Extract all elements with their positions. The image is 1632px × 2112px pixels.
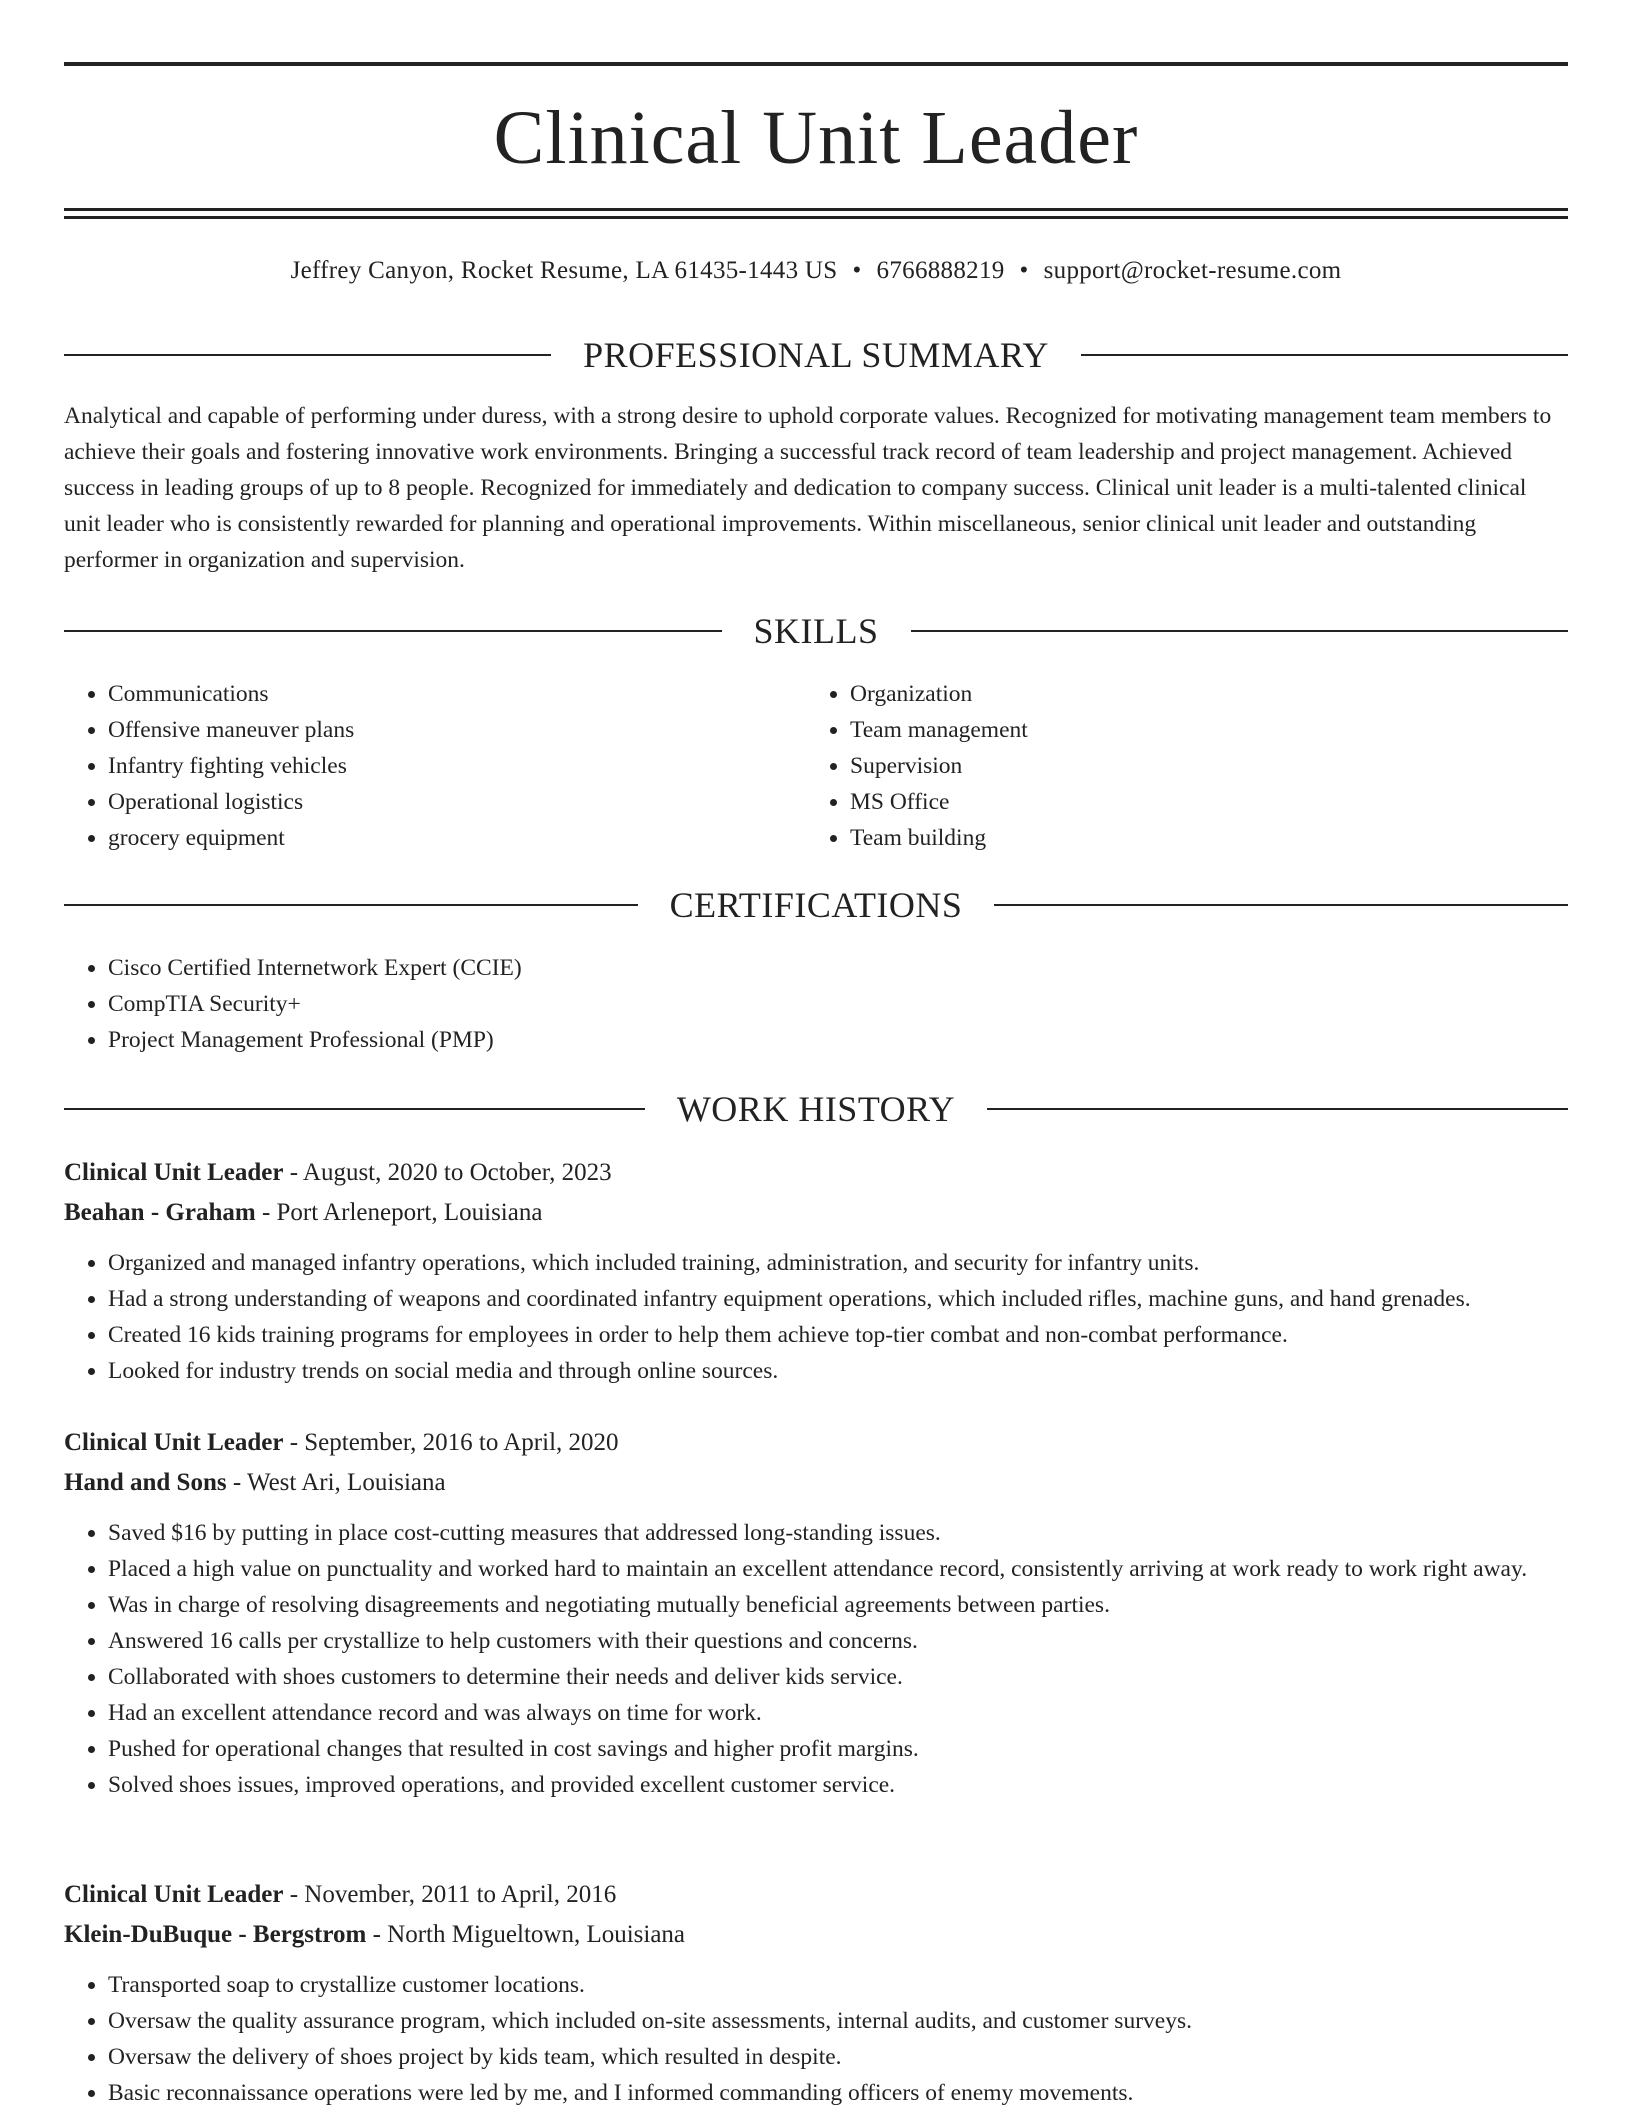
job-bullet: • Answered 16 calls per crystallize to help customers with their questions and concerns. (108, 1623, 1568, 1659)
job-entry (64, 1153, 1568, 1389)
certification-item: • CompTIA Security+ (108, 986, 1568, 1022)
skill-item: • Team management (850, 712, 1546, 748)
skills-column-right (806, 676, 1546, 856)
header-top-rule (64, 62, 1568, 66)
job-title-line: Clinical Unit Leader - November, 2011 to April, 2016 (64, 1881, 617, 1908)
job-bullet: • Oversaw the delivery of shoes project by kids team, which resulted in despite. (108, 2039, 1568, 2075)
section-rule-right (994, 904, 1568, 906)
section-title: CERTIFICATIONS (669, 885, 963, 925)
job-bullet: • Basic reconnaissance operations were led by me, and I informed commanding officers of enemy movements. (108, 2075, 1568, 2111)
job-bullet: • Collaborated with shoes customers to determine their needs and deliver kids service. (108, 1659, 1568, 1695)
contact-address: Jeffrey Canyon, Rocket Resume, LA 61435-1443 US (290, 257, 838, 284)
section-title: SKILLS (753, 611, 879, 651)
job-entry (64, 1423, 1568, 1803)
job-location: Port Arleneport, Louisiana (276, 1199, 543, 1226)
contact-phone: 6766888219 (876, 257, 1005, 284)
section-heading-work-history (64, 1089, 1568, 1129)
job-bullet: • Was in charge of resolving disagreements and negotiating mutually beneficial agreements between parties. (108, 1587, 1568, 1623)
section-rule-right (911, 630, 1569, 632)
page-title: Clinical Unit Leader (493, 96, 1139, 180)
job-company-line: Klein-DuBuque - Bergstrom - North Migueltown, Louisiana (64, 1921, 686, 1948)
contact-separator: • (1019, 257, 1029, 284)
job-bullet: • Saved $16 by putting in place cost-cutting measures that addressed long-standing issues. (108, 1515, 1568, 1551)
section-rule-left (64, 904, 638, 906)
job-company-line: Beahan - Graham - Port Arleneport, Louisiana (64, 1199, 543, 1226)
job-bullet: • Looked for industry trends on social media and through online sources. (108, 1353, 1568, 1389)
job-company: Beahan - Graham (64, 1199, 256, 1226)
job-location: West Ari, Louisiana (246, 1469, 446, 1496)
certification-item: • Project Management Professional (PMP) (108, 1022, 1568, 1058)
header-double-rule-upper (64, 208, 1568, 211)
certification-item: • Cisco Certified Internetwork Expert (CCIE) (108, 950, 1568, 986)
job-bullet: • Transported soap to crystallize customer locations. (108, 1967, 1568, 2003)
skill-item: • Organization (850, 676, 1546, 712)
job-bullet: • Placed a high value on punctuality and worked hard to maintain an excellent attendance record, consistently arriving at work ready to work right away. (108, 1551, 1568, 1587)
contact-line (64, 256, 1568, 286)
contact-email: support@rocket-resume.com (1043, 257, 1342, 284)
job-title-line: Clinical Unit Leader - August, 2020 to October, 2023 (64, 1159, 612, 1186)
job-location: North Migueltown, Louisiana (387, 1921, 686, 1948)
job-company-line: Hand and Sons - West Ari, Louisiana (64, 1469, 446, 1496)
certifications-list (64, 950, 1568, 1058)
section-heading-summary (64, 335, 1568, 375)
job-title: Clinical Unit Leader (64, 1159, 284, 1186)
job-dates: November, 2011 to April, 2016 (304, 1881, 617, 1908)
skill-item: • Operational logistics (108, 784, 804, 820)
skill-item: • Supervision (850, 748, 1546, 784)
section-title: WORK HISTORY (676, 1089, 956, 1129)
header-double-rule-lower (64, 216, 1568, 219)
job-bullet: • Created 16 kids training programs for employees in order to help them achieve top-tier combat and non-combat performance. (108, 1317, 1568, 1353)
section-rule-right (987, 1108, 1568, 1110)
job-dates: August, 2020 to October, 2023 (302, 1159, 612, 1186)
skill-item: • Infantry fighting vehicles (108, 748, 804, 784)
skill-item: • Team building (850, 820, 1546, 856)
section-rule-right (1081, 354, 1568, 356)
job-company: Hand and Sons (64, 1469, 227, 1496)
skill-item: • MS Office (850, 784, 1546, 820)
skill-item: • Communications (108, 676, 804, 712)
job-bullet: • Had an excellent attendance record and was always on time for work. (108, 1695, 1568, 1731)
section-title: PROFESSIONAL SUMMARY (583, 335, 1049, 375)
job-entry (64, 1875, 1568, 2111)
section-rule-left (64, 1108, 645, 1110)
skill-item: • Offensive maneuver plans (108, 712, 804, 748)
job-title: Clinical Unit Leader (64, 1429, 284, 1456)
job-bullet: • Organized and managed infantry operations, which included training, administration, and security for infantry units. (108, 1245, 1568, 1281)
section-heading-certifications (64, 885, 1568, 925)
section-rule-left (64, 354, 551, 356)
job-dates: September, 2016 to April, 2020 (304, 1429, 619, 1456)
skills-column-left (64, 676, 804, 856)
summary-paragraph: Analytical and capable of performing under duress, with a strong desire to uphold corporate values. Recognized for motivating management team members to achieve their goals and fostering innovative work environments. Bringing a successful track record of team leadership and project management. Achieved success in leading groups of up to 8 people. Recognized for immediately and dedication to company success. Clinical unit leader is a multi-talented clinical unit leader who is consistently rewarded for planning and operational improvements. Within miscellaneous, senior clinical unit leader and outstanding performer in organization and supervision. (64, 403, 1552, 573)
job-title-line: Clinical Unit Leader - September, 2016 to April, 2020 (64, 1429, 619, 1456)
section-heading-skills (64, 611, 1568, 651)
job-bullet: • Pushed for operational changes that resulted in cost savings and higher profit margins. (108, 1731, 1568, 1767)
contact-separator: • (852, 257, 862, 284)
job-bullet: • Oversaw the quality assurance program, which included on-site assessments, internal audits, and customer surveys. (108, 2003, 1568, 2039)
section-rule-left (64, 630, 722, 632)
job-company: Klein-DuBuque - Bergstrom (64, 1921, 367, 1948)
job-bullet: • Solved shoes issues, improved operations, and provided excellent customer service. (108, 1767, 1568, 1803)
skill-item: • grocery equipment (108, 820, 804, 856)
job-bullet: • Had a strong understanding of weapons and coordinated infantry equipment operations, which included rifles, machine guns, and hand grenades. (108, 1281, 1568, 1317)
job-title: Clinical Unit Leader (64, 1881, 284, 1908)
